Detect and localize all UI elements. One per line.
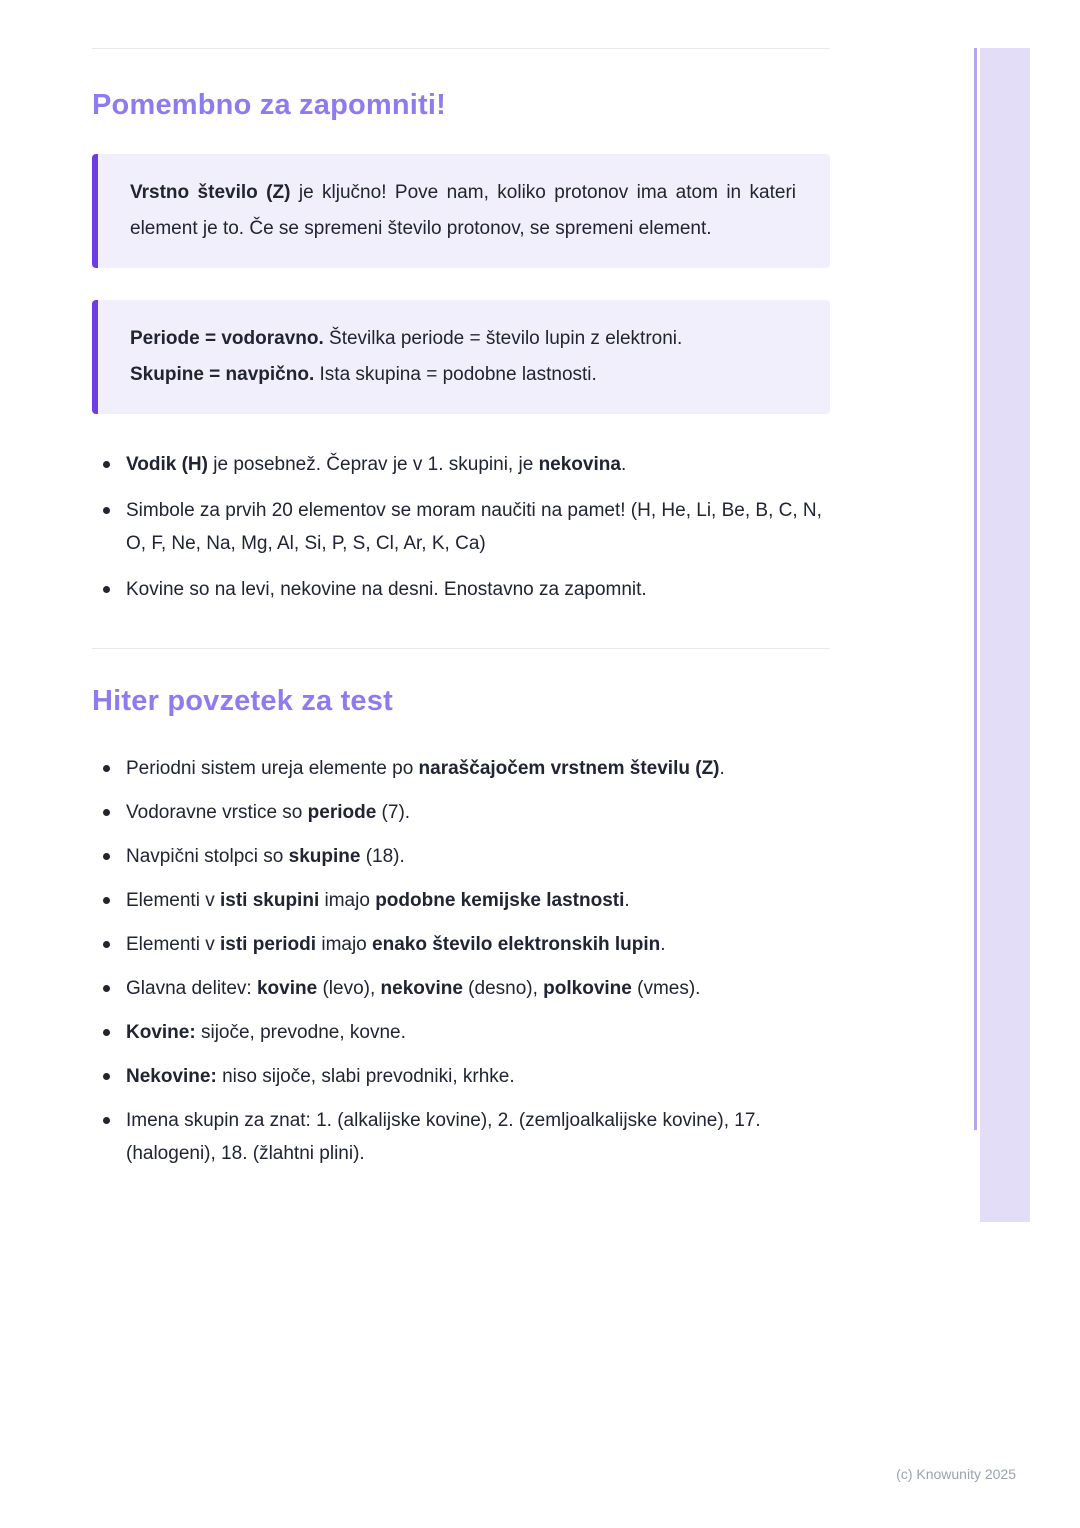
list-item-text: Imena skupin za znat: 1. (alkalijske kovine), 2. (zemljoalkalijske kovine), 17. (halogeni), 18. (žlahtni plini). xyxy=(126,1110,761,1164)
list-item xyxy=(92,1016,830,1049)
note-content xyxy=(92,0,830,1181)
list-item xyxy=(92,928,830,961)
list-item-text: Kovine: sijoče, prevodne, kovne. xyxy=(126,1022,406,1043)
list-item-text: Elementi v isti periodi imajo enako število elektronskih lupin. xyxy=(126,934,666,955)
callout-atomic-number xyxy=(92,154,830,268)
section-divider xyxy=(92,648,830,649)
section-heading-important: Pomembno za zapomniti! xyxy=(92,89,447,121)
list-item-text: Simbole za prvih 20 elementov se moram naučiti na pamet! (H, He, Li, Be, B, C, N, O, F, Ne, Na, Mg, Al, Si, P, S, Cl, Ar, K, Ca) xyxy=(126,500,822,554)
bullet-marker xyxy=(103,1117,110,1124)
bullet-marker xyxy=(103,853,110,860)
list-item xyxy=(92,1060,830,1093)
bullet-marker xyxy=(103,1073,110,1080)
notes-list xyxy=(92,448,830,606)
bullet-marker xyxy=(103,1029,110,1036)
bullet-marker xyxy=(103,507,110,514)
list-item-text: Kovine so na levi, nekovine na desni. Enostavno za zapomnit. xyxy=(126,579,647,600)
list-item xyxy=(92,884,830,917)
list-item xyxy=(92,573,830,606)
list-item-text: Nekovine: niso sijoče, slabi prevodniki, krhke. xyxy=(126,1066,515,1087)
list-item-text: Glavna delitev: kovine (levo), nekovine (desno), polkovine (vmes). xyxy=(126,978,701,999)
list-item-text: Navpični stolpci so skupine (18). xyxy=(126,846,405,867)
list-item xyxy=(92,752,830,785)
top-divider xyxy=(92,48,830,49)
bullet-marker xyxy=(103,985,110,992)
list-item xyxy=(92,448,830,481)
list-item xyxy=(92,840,830,873)
callout-atomic-number-text: Vrstno število (Z) je ključno! Pove nam, koliko protonov ima atom in kateri element je to. Če se spremeni število protonov, se spremeni element. xyxy=(130,182,796,239)
list-item-text: Vodik (H) je posebnež. Čeprav je v 1. skupini, je nekovina. xyxy=(126,454,627,475)
callout-periods-groups-text: Periode = vodoravno. Številka periode = število lupin z elektroni. Skupine = navpično. Ista skupina = podobne lastnosti. xyxy=(130,328,683,385)
right-accent-line xyxy=(974,48,977,1130)
footer-copyright: (c) Knowunity 2025 xyxy=(896,1466,1016,1482)
bullet-marker xyxy=(103,941,110,948)
callout-periods-groups xyxy=(92,300,830,414)
scrollbar-track[interactable] xyxy=(980,48,1030,1222)
bullet-marker xyxy=(103,461,110,468)
list-item xyxy=(92,972,830,1005)
list-item xyxy=(92,796,830,829)
list-item-text: Periodni sistem ureja elemente po naraščajočem vrstnem številu (Z). xyxy=(126,758,725,779)
list-item-text: Elementi v isti skupini imajo podobne kemijske lastnosti. xyxy=(126,890,630,911)
list-item xyxy=(92,1104,830,1170)
section-heading-summary: Hiter povzetek za test xyxy=(92,685,393,717)
summary-list xyxy=(92,752,830,1170)
bullet-marker xyxy=(103,586,110,593)
bullet-marker xyxy=(103,897,110,904)
list-item-text: Vodoravne vrstice so periode (7). xyxy=(126,802,411,823)
bullet-marker xyxy=(103,765,110,772)
bullet-marker xyxy=(103,809,110,816)
list-item xyxy=(92,494,830,560)
